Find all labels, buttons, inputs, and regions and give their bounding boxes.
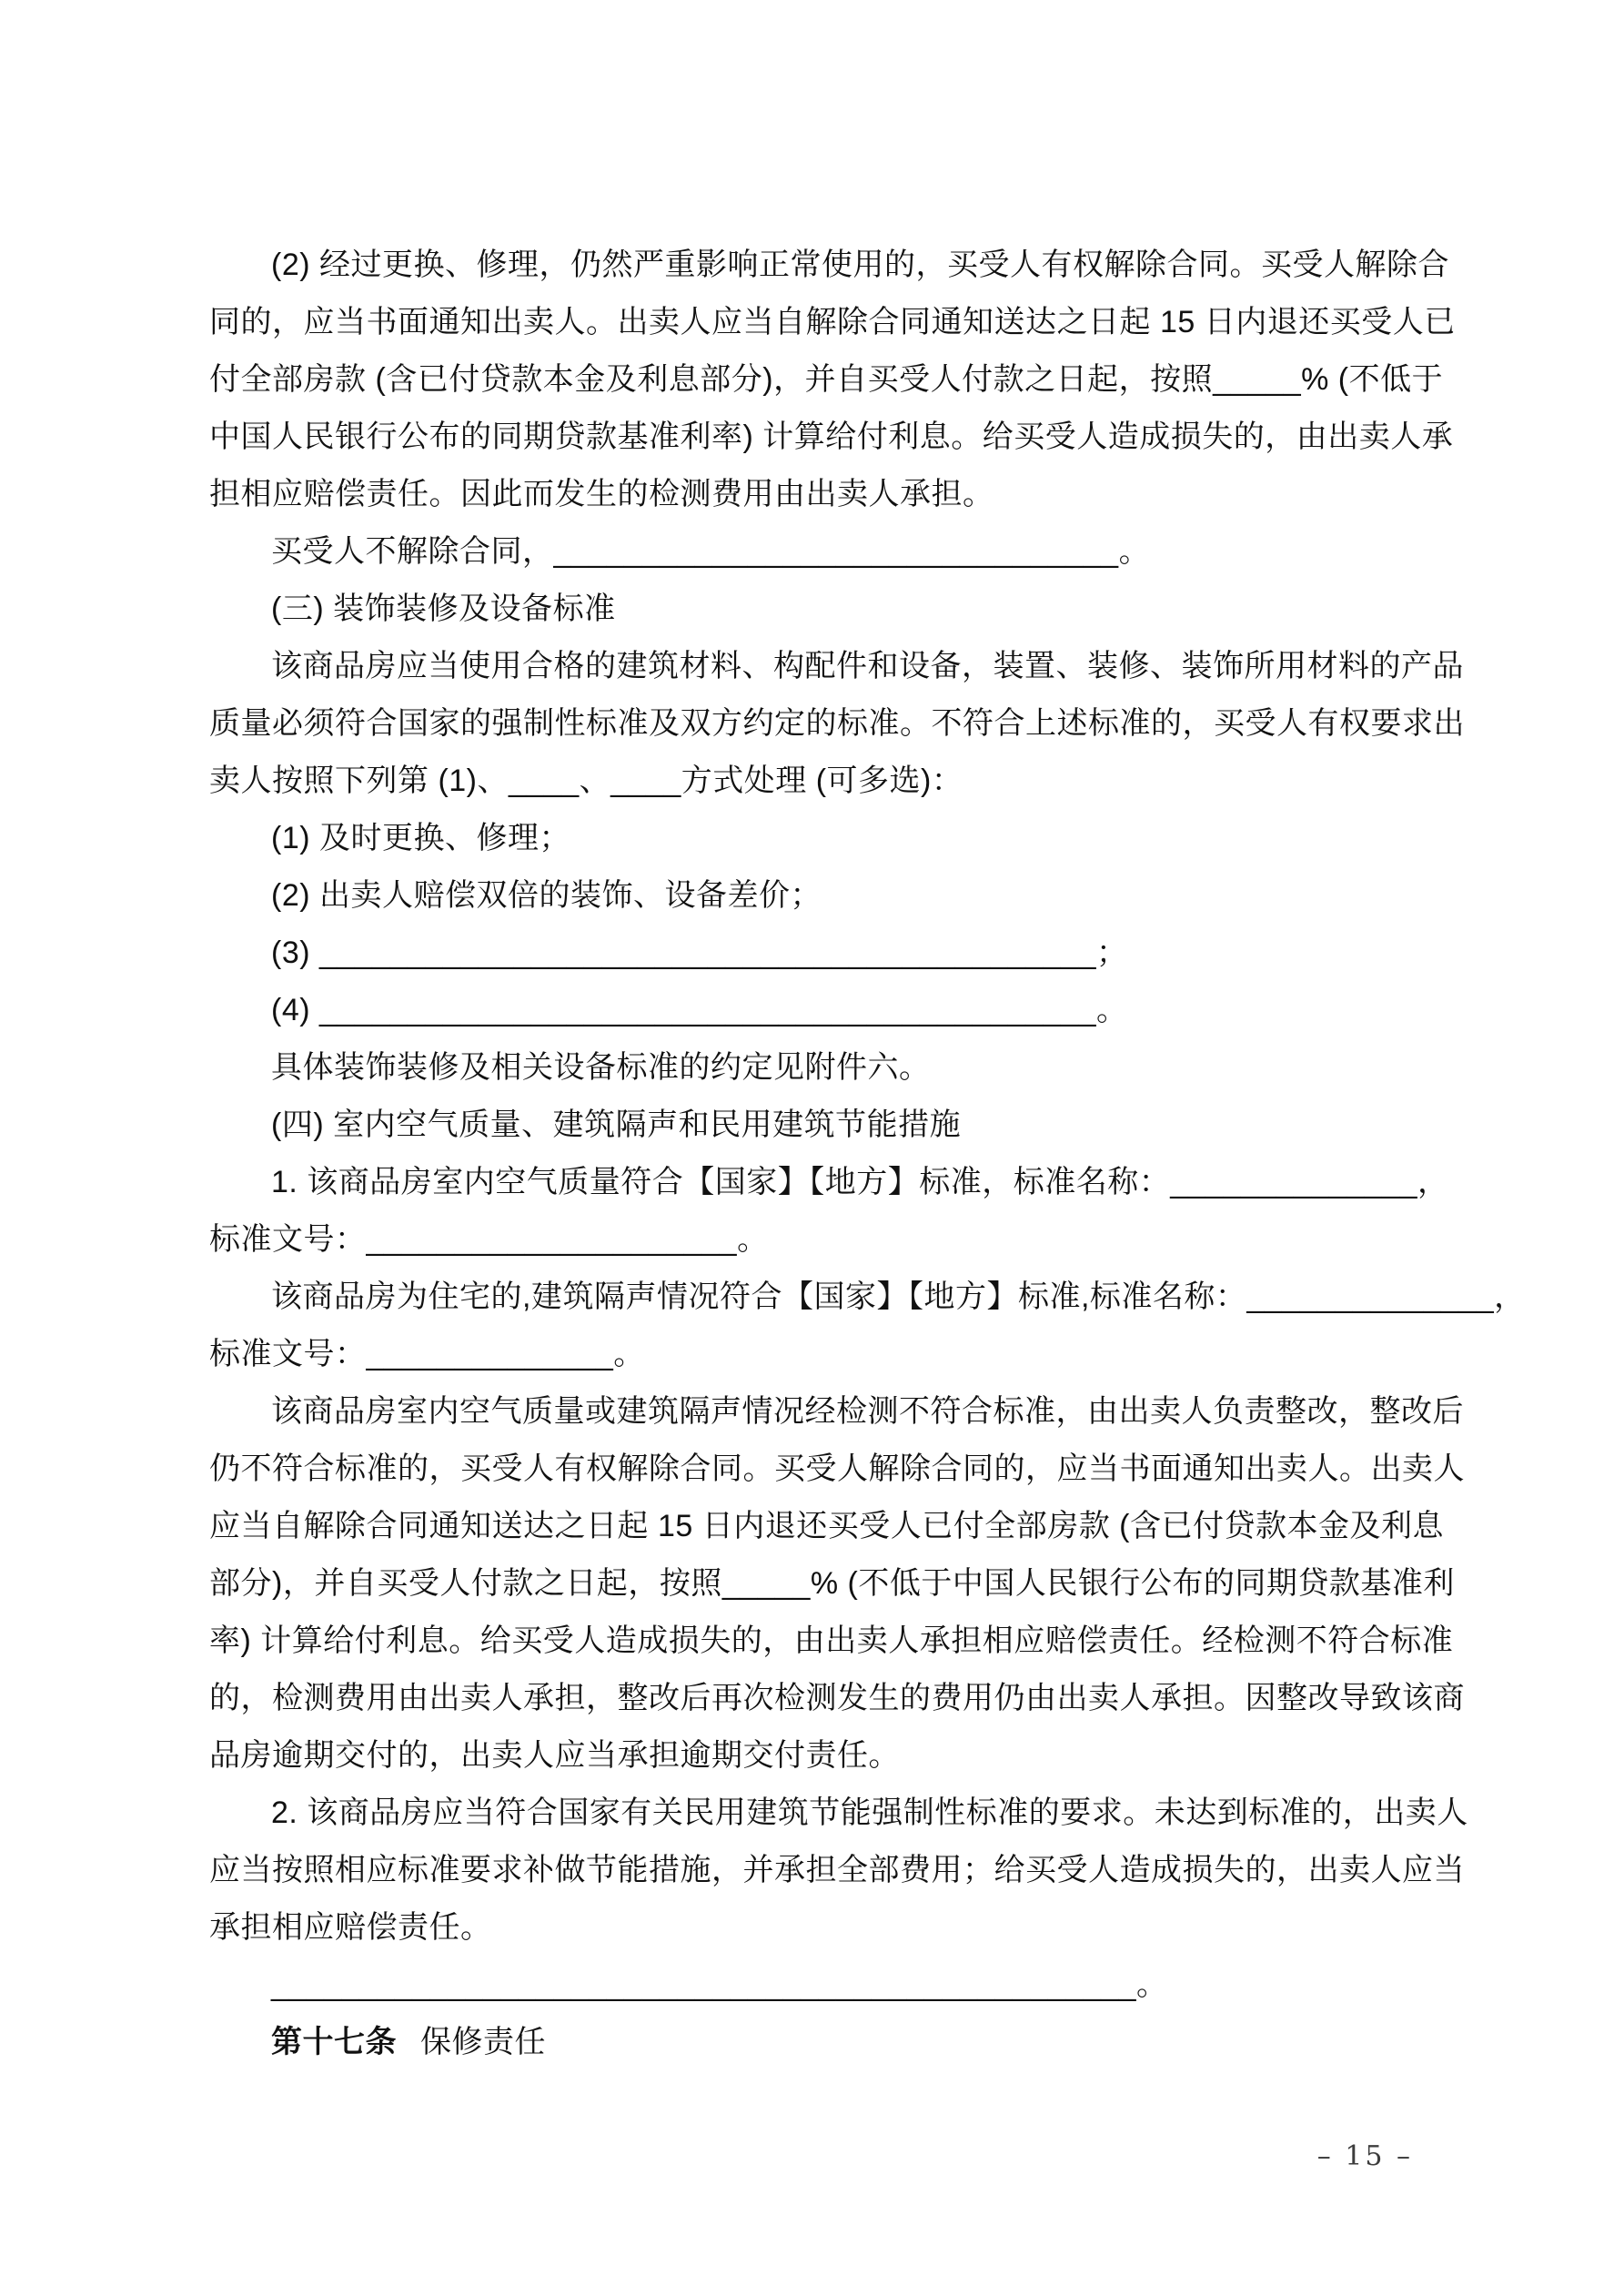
document-line: 仍不符合标准的，买受人有权解除合同。买受人解除合同的，应当书面通知出卖人。出卖人 <box>209 1451 1465 1486</box>
document-line: (四) 室内空气质量、建筑隔声和民用建筑节能措施 <box>271 1108 962 1142</box>
document-line: (4) ____________________________________________。 <box>271 993 1128 1027</box>
document-line: 中国人民银行公布的同期贷款基准利率) 计算给付利息。给买受人造成损失的，由出卖人承 <box>209 420 1454 454</box>
document-line: 质量必须符合国家的强制性标准及双方约定的标准。不符合上述标准的，买受人有权要求出 <box>209 706 1465 741</box>
article-title: 保修责任 <box>420 2025 546 2059</box>
document-line: 具体装饰装修及相关设备标准的约定见附件六。 <box>271 1050 931 1085</box>
document-line: 品房逾期交付的，出卖人应当承担逾期交付责任。 <box>209 1738 900 1773</box>
document-line: 2. 该商品房应当符合国家有关民用建筑节能强制性标准的要求。未达到标准的，出卖人 <box>271 1795 1468 1830</box>
document-line: 该商品房室内空气质量或建筑隔声情况经检测不符合标准，由出卖人负责整改，整改后 <box>271 1394 1464 1429</box>
document-line: 同的，应当书面通知出卖人。出卖人应当自解除合同通知送达之日起 15 日内退还买受人已 <box>209 305 1456 339</box>
document-line: 标准文号：______________。 <box>209 1337 645 1371</box>
document-line: 卖人按照下列第 (1)、____、____方式处理 (可多选)： <box>209 764 963 798</box>
document-line: (2) 出卖人赔偿双倍的装饰、设备差价； <box>271 878 822 913</box>
article-heading <box>209 2014 1415 2071</box>
document-line: 部分)，并自买受人付款之日起，按照_____% (不低于中国人民银行公布的同期贷款基准利 <box>209 1566 1455 1601</box>
page-number: – 15 – <box>1316 2140 1413 2172</box>
document-line: 率) 计算给付利息。给买受人造成损失的，由出卖人承担相应赔偿责任。经检测不符合标准 <box>209 1623 1454 1658</box>
document-line: 承担相应赔偿责任。 <box>209 1910 492 1945</box>
document-line: _________________________________________________。 <box>271 1967 1168 2002</box>
document-line: (2) 经过更换、修理，仍然严重影响正常使用的，买受人有权解除合同。买受人解除合 <box>271 248 1449 282</box>
document-line: 1. 该商品房室内空气质量符合【国家】【地方】标准，标准名称：______________， <box>271 1165 1449 1199</box>
document-line: 该商品房为住宅的,建筑隔声情况符合【国家】【地方】标准,标准名称：______________， <box>271 1279 1526 1314</box>
document-line: 付全部房款 (含已付贷款本金及利息部分)，并自买受人付款之日起，按照_____% (不低于 <box>209 362 1444 397</box>
document-line: (三) 装饰装修及设备标准 <box>271 592 616 626</box>
document-line: 买受人不解除合同，________________________________。 <box>271 534 1151 569</box>
document-line: 的，检测费用由出卖人承担，整改后再次检测发生的费用仍由出卖人承担。因整改导致该商 <box>209 1681 1465 1715</box>
document-line: 标准文号：_____________________。 <box>209 1222 769 1257</box>
document-line: (3) ____________________________________________； <box>271 936 1128 970</box>
document-line: 担相应赔偿责任。因此而发生的检测费用由出卖人承担。 <box>209 477 994 511</box>
article-number: 第十七条 <box>271 2025 397 2059</box>
document-line: 该商品房应当使用合格的建筑材料、构配件和设备，装置、装修、装饰所用材料的产品 <box>271 649 1464 683</box>
document-line: 应当按照相应标准要求补做节能措施，并承担全部费用；给买受人造成损失的，出卖人应当 <box>209 1853 1465 1887</box>
document-line: (1) 及时更换、修理； <box>271 821 570 855</box>
document-line: 应当自解除合同通知送达之日起 15 日内退还买受人已付全部房款 (含已付贷款本金及利息 <box>209 1509 1444 1543</box>
